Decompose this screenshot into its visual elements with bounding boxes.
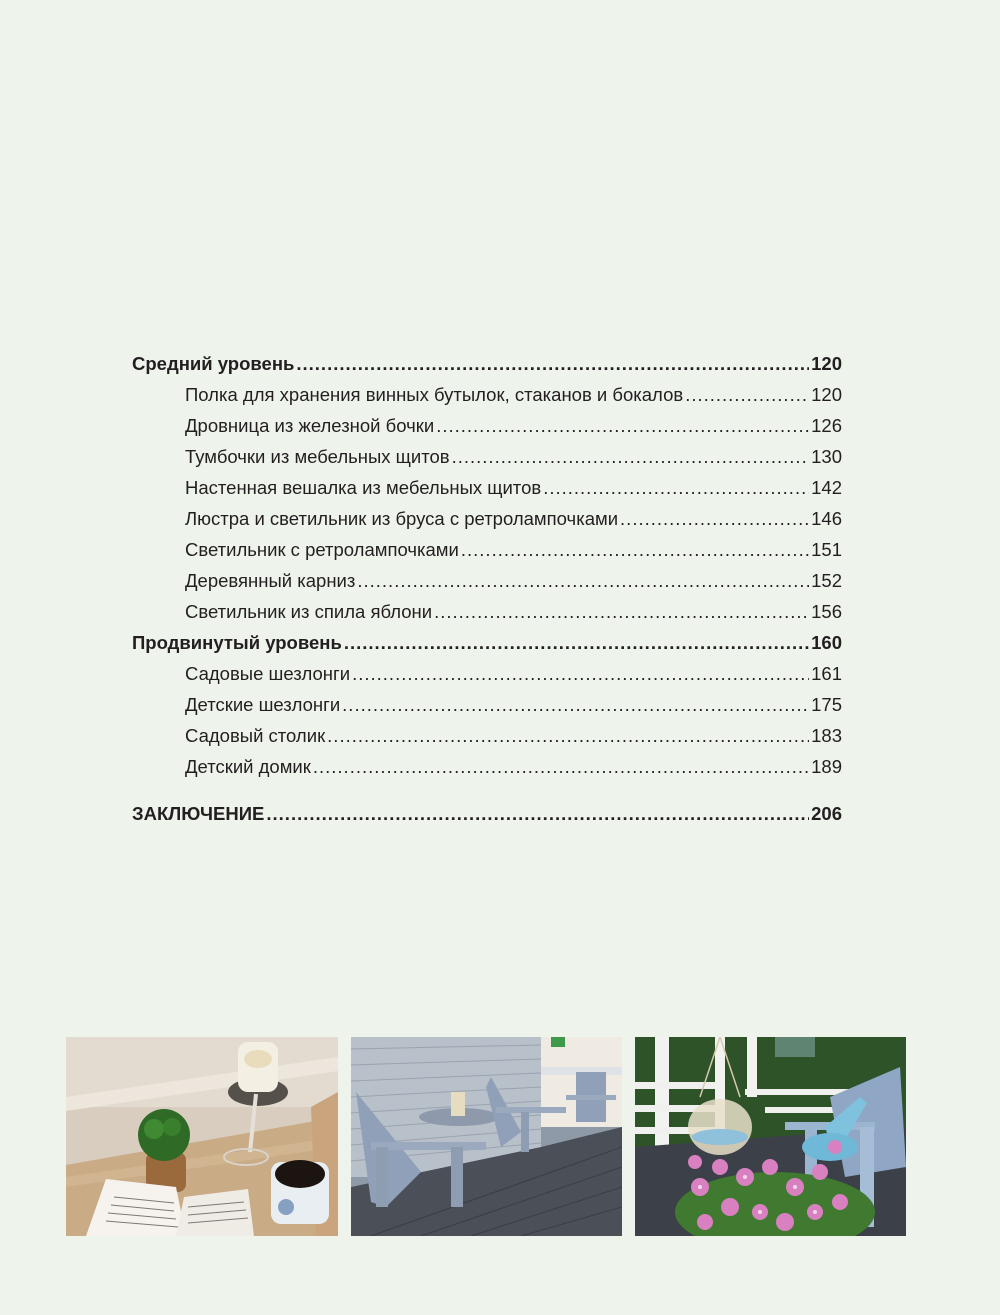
leader-dots: [357, 565, 809, 596]
toc-page: 206: [811, 803, 842, 824]
toc-entry[interactable]: [132, 441, 842, 472]
toc-title: Садовые шезлонги: [185, 663, 351, 684]
leader-dots: [685, 379, 809, 410]
leader-dots: [434, 596, 809, 627]
photo-terrace-flowers: [635, 1037, 906, 1236]
toc-entry[interactable]: [132, 379, 842, 410]
leader-dots: [342, 689, 809, 720]
toc-page: 130: [811, 446, 842, 467]
toc-title: Средний уровень: [132, 353, 295, 374]
toc-entry[interactable]: [132, 689, 842, 720]
table-of-contents: [132, 348, 842, 829]
toc-page: 161: [811, 663, 842, 684]
toc-title: Детский домик: [185, 756, 311, 777]
toc-page: 189: [811, 756, 842, 777]
toc-entry[interactable]: [132, 751, 842, 782]
toc-title: Деревянный карниз: [185, 570, 356, 591]
toc-page: 126: [811, 415, 842, 436]
toc-title: Продвинутый уровень: [132, 632, 342, 653]
toc-section-intermediate[interactable]: [132, 348, 842, 379]
toc-title: Детские шезлонги: [185, 694, 341, 715]
leader-dots: [436, 410, 809, 441]
toc-section-conclusion[interactable]: [132, 798, 842, 829]
toc-page: 160: [811, 632, 842, 653]
toc-page: 142: [811, 477, 842, 498]
toc-entry[interactable]: [132, 534, 842, 565]
leader-dots: [452, 441, 810, 472]
photo-porch-chairs: [351, 1037, 622, 1236]
toc-title: Тумбочки из мебельных щитов: [185, 446, 450, 467]
toc-entry[interactable]: [132, 720, 842, 751]
leader-dots: [620, 503, 809, 534]
leader-dots: [352, 658, 809, 689]
toc-page: 156: [811, 601, 842, 622]
leader-dots: [327, 720, 809, 751]
toc-entry[interactable]: [132, 565, 842, 596]
leader-dots: [313, 751, 809, 782]
toc-page: 120: [811, 353, 842, 374]
toc-page: 152: [811, 570, 842, 591]
toc-entry[interactable]: [132, 503, 842, 534]
toc-page: 120: [811, 384, 842, 405]
toc-title: Светильник из спила яблони: [185, 601, 433, 622]
toc-title: Дровница из железной бочки: [185, 415, 435, 436]
toc-title: Полка для хранения винных бутылок, стаканов и бокалов: [185, 384, 684, 405]
toc-page: 175: [811, 694, 842, 715]
toc-section-advanced[interactable]: [132, 627, 842, 658]
toc-page: 183: [811, 725, 842, 746]
toc-title: Настенная вешалка из мебельных щитов: [185, 477, 542, 498]
leader-dots: [344, 627, 809, 658]
toc-title: Садовый столик: [185, 725, 326, 746]
leader-dots: [296, 348, 809, 379]
toc-entry[interactable]: [132, 410, 842, 441]
toc-title: Люстра и светильник из бруса с ретролампочками: [185, 508, 619, 529]
toc-title: Светильник с ретролампочками: [185, 539, 459, 560]
toc-entry[interactable]: [132, 472, 842, 503]
toc-title: ЗАКЛЮЧЕНИЕ: [132, 803, 265, 824]
toc-entry[interactable]: [132, 658, 842, 689]
leader-dots: [461, 534, 809, 565]
toc-page: 151: [811, 539, 842, 560]
leader-dots: [266, 798, 809, 829]
photo-book-candle-coffee: [66, 1037, 338, 1236]
toc-page: 146: [811, 508, 842, 529]
leader-dots: [543, 472, 809, 503]
toc-entry[interactable]: [132, 596, 842, 627]
